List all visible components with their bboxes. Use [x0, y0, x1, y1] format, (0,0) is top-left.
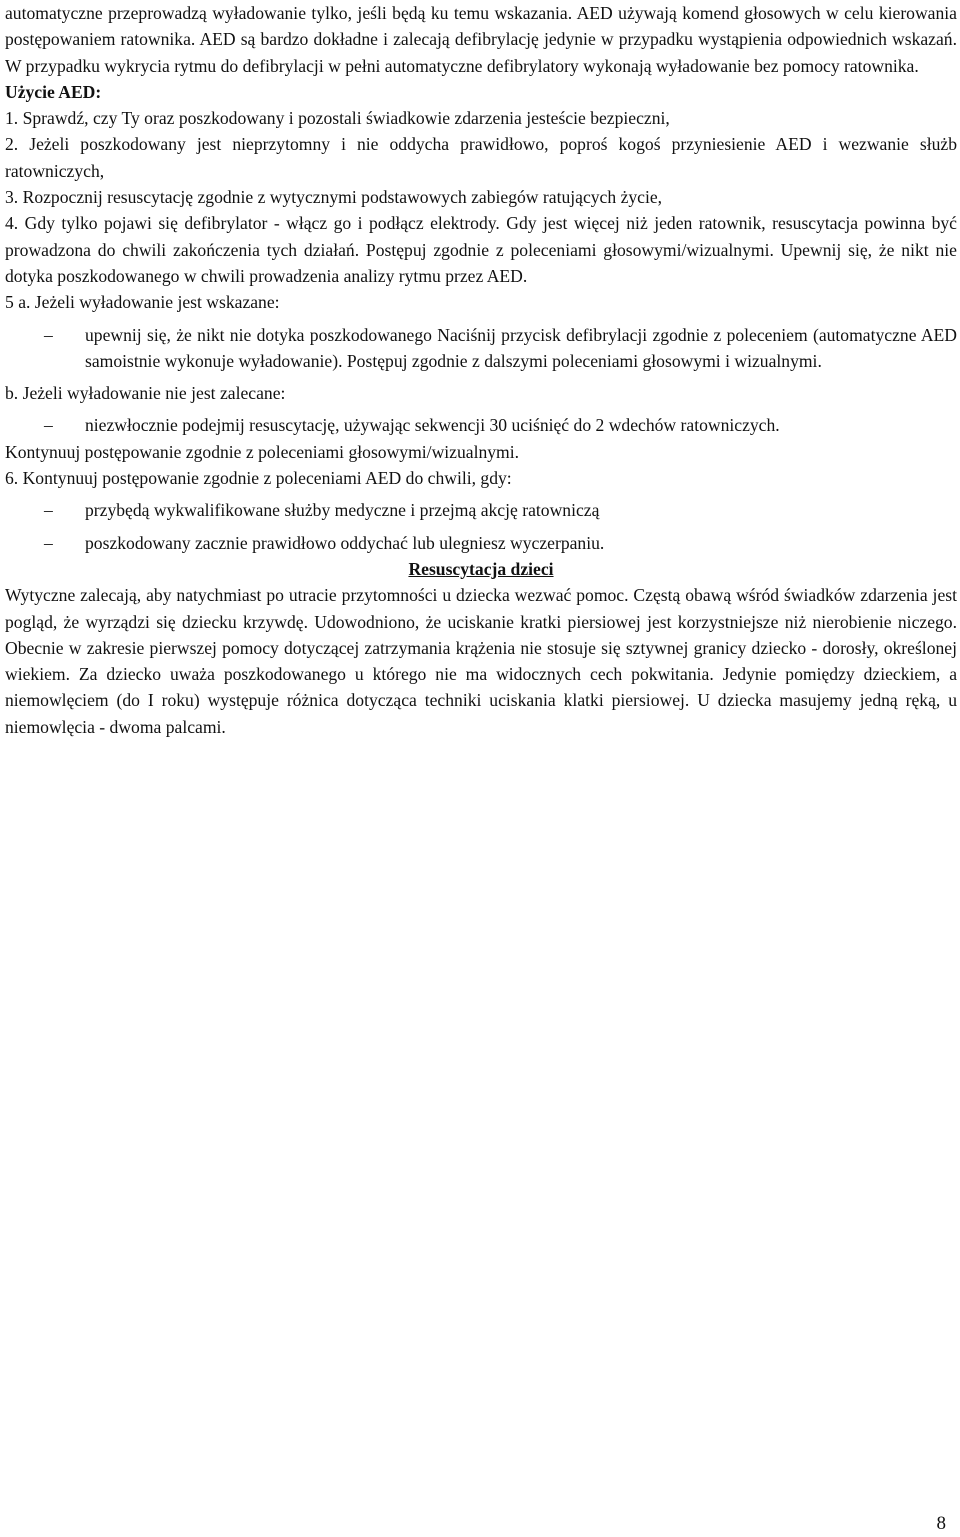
aed-step-5a-bullet	[5, 322, 957, 375]
intro-paragraph: automatyczne przeprowadzą wyładowanie tylko, jeśli będą ku temu wskazania. AED używają komend głosowych w celu kierowania postępowaniem ratownika. AED są bardzo dokładne i zalecają defibrylację jedynie w przypadku wystąpienia odpowiednich wskazań. W przypadku wykrycia rytmu do defibrylacji w pełni automatyczne defibrylatory wykonają wyładowanie bez pomocy ratownika.	[5, 3, 957, 76]
dash-marker: –	[44, 415, 53, 436]
aed-step-6-bullet-1	[5, 497, 957, 523]
aed-step-2: 2. Jeżeli poszkodowany jest nieprzytomny i nie oddycha prawidłowo, poproś kogoś przyniesienie AED i wezwanie służb ratowniczych,	[5, 134, 957, 181]
document-page	[5, 0, 957, 740]
children-resuscitation-title: Resuscytacja dzieci	[408, 558, 554, 579]
aed-step-5a: 5 a. Jeżeli wyładowanie jest wskazane:	[5, 292, 280, 313]
dash-marker: –	[44, 324, 53, 345]
aed-usage-heading: Użycie AED:	[5, 81, 102, 102]
children-resuscitation-body: Wytyczne zalecają, aby natychmiast po utracie przytomności u dziecka wezwać pomoc. Częstą obawą wśród świadków zdarzenia jest pogląd, że wyrządzi się dziecku krzywdę. Udowodniono, że uciskanie kratki piersiowej jest korzystniejsze niż nierobienie niczego. Obecnie w zakresie pierwszej pomocy dotyczącej zatrzymania krążenia nie stosuje się sztywnej granicy dziecko - dorosły, określonej wiekiem. Za dziecko uważa poszkodowanego u którego nie ma widocznych cech pokwitania. Jedynie pomiędzy dzieckiem, a niemowlęciem (do I roku) występuje różnica dotycząca techniki uciskania klatki piersiowej. U dziecka masujemy jedną ręką, u niemowlęcia - dwoma palcami.	[5, 585, 957, 737]
aed-step-6-bullet-2	[5, 530, 957, 556]
aed-step-6-bullet-1-text: przybędą wykwalifikowane służby medyczne i przejmą akcję ratowniczą	[85, 500, 600, 521]
aed-step-3: 3. Rozpocznij resuscytację zgodnie z wytycznymi podstawowych zabiegów ratujących życie,	[5, 187, 663, 208]
dash-marker: –	[44, 500, 53, 521]
aed-step-6-bullet-2-text: poszkodowany zacznie prawidłowo oddychać lub ulegniesz wyczerpaniu.	[85, 532, 605, 553]
dash-marker: –	[44, 532, 53, 553]
aed-step-4: 4. Gdy tylko pojawi się defibrylator - włącz go i podłącz elektrody. Gdy jest więcej niż jeden ratownik, resuscytacja powinna być prowadzona do chwili zakończenia tych działań. Postępuj zgodnie z poleceniami głosowymi/wizualnymi. Upewnij się, że nikt nie dotyka poszkodowanego w chwili prowadzenia analizy rytmu przez AED.	[5, 213, 957, 286]
aed-step-6: 6. Kontynuuj postępowanie zgodnie z poleceniami AED do chwili, gdy:	[5, 468, 512, 489]
aed-step-1: 1. Sprawdź, czy Ty oraz poszkodowany i pozostali świadkowie zdarzenia jesteście bezpieczni,	[5, 108, 670, 129]
aed-step-5b-bullet-text: niezwłocznie podejmij resuscytację, używając sekwencji 30 uciśnięć do 2 wdechów ratowniczych.	[85, 415, 780, 436]
aed-step-5b-bullet	[5, 412, 957, 438]
page-number: 8	[936, 1513, 946, 1534]
aed-step-5a-bullet-text: upewnij się, że nikt nie dotyka poszkodowanego Naciśnij przycisk defibrylacji zgodnie z poleceniem (automatyczne AED samoistnie wykonuje wyładowanie). Postępuj zgodnie z dalszymi poleceniami głosowymi i wizualnymi.	[85, 324, 957, 371]
aed-continue-line: Kontynuuj postępowanie zgodnie z poleceniami głosowymi/wizualnymi.	[5, 441, 520, 462]
aed-step-5b: b. Jeżeli wyładowanie nie jest zalecane:	[5, 383, 286, 404]
